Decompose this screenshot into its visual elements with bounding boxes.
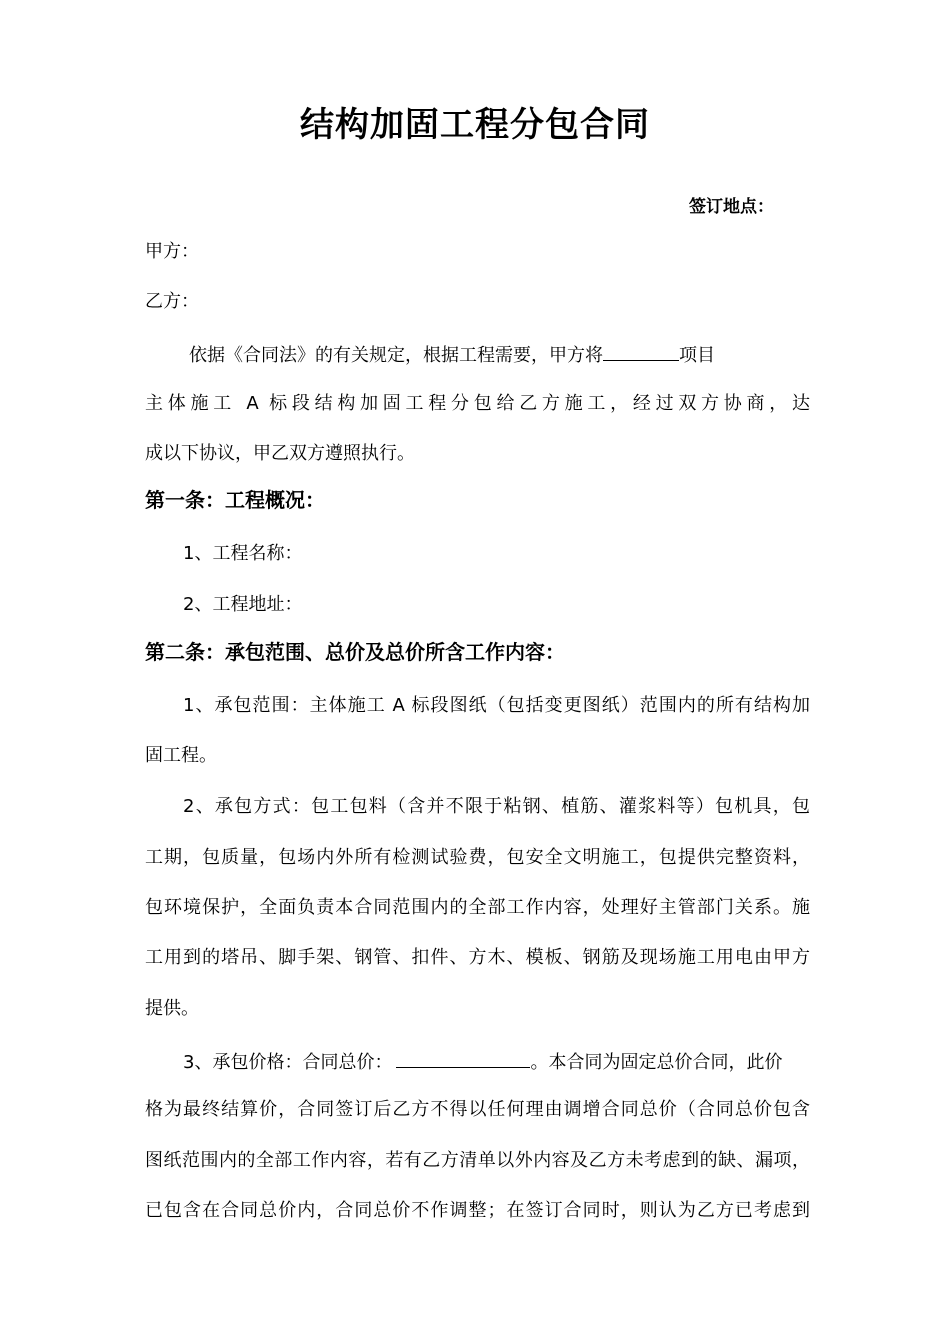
price-line-3: 图纸范围内的全部工作内容，若有乙方清单以外内容及乙方未考虑到的缺、漏项， [145,1150,810,1171]
scope-line-1: 1、承包范围：主体施工 A 标段图纸（包括变更图纸）范围内的所有结构加 [183,695,810,716]
mode-line-3: 包环境保护，全面负责本合同范围内的全部工作内容，处理好主管部门关系。施 [145,897,810,918]
project-address-item: 2、工程地址： [183,594,303,615]
project-name-item: 1、工程名称： [183,543,303,564]
price-text-1: 3、承包价格：合同总价： [183,1052,393,1073]
mode-line-4: 工用到的塔吊、脚手架、钢管、扣件、方木、模板、钢筋及现场施工用电由甲方 [145,947,810,968]
sign-place-label: 签订地点： [689,197,774,217]
intro-line-1 [189,340,810,369]
mode-line-2: 工期，包质量，包场内外所有检测试验费，包安全文明施工，包提供完整资料， [145,847,810,868]
article-1-heading: 第一条：工程概况： [145,488,325,512]
price-text-2: 。本合同为固定总价合同，此价 [530,1052,783,1073]
party-b-label: 乙方： [145,291,199,312]
intro-text-2: 项目 [679,345,715,366]
mode-line-5: 提供。 [145,998,199,1019]
project-name-blank [603,340,679,361]
party-a-label: 甲方： [145,241,199,262]
intro-text-1: 依据《合同法》的有关规定，根据工程需要，甲方将 [189,345,603,366]
price-line-4: 已包含在合同总价内，合同总价不作调整；在签订合同时，则认为乙方已考虑到 [145,1200,810,1221]
contract-title: 结构加固工程分包合同 [300,105,650,145]
scope-line-2: 固工程。 [145,745,217,766]
intro-line-2: 主体施工 A 标段结构加固工程分包给乙方施工，经过双方协商，达 [145,393,810,414]
mode-line-1: 2、承包方式：包工包料（含并不限于粘钢、植筋、灌浆料等）包机具，包 [183,796,810,817]
price-line-2: 格为最终结算价，合同签订后乙方不得以任何理由调增合同总价（合同总价包含 [145,1099,810,1120]
price-line-1 [183,1047,810,1076]
contract-price-blank [396,1047,530,1068]
intro-line-3: 成以下协议，甲乙双方遵照执行。 [145,443,415,464]
article-2-heading: 第二条：承包范围、总价及总价所含工作内容： [145,640,565,664]
